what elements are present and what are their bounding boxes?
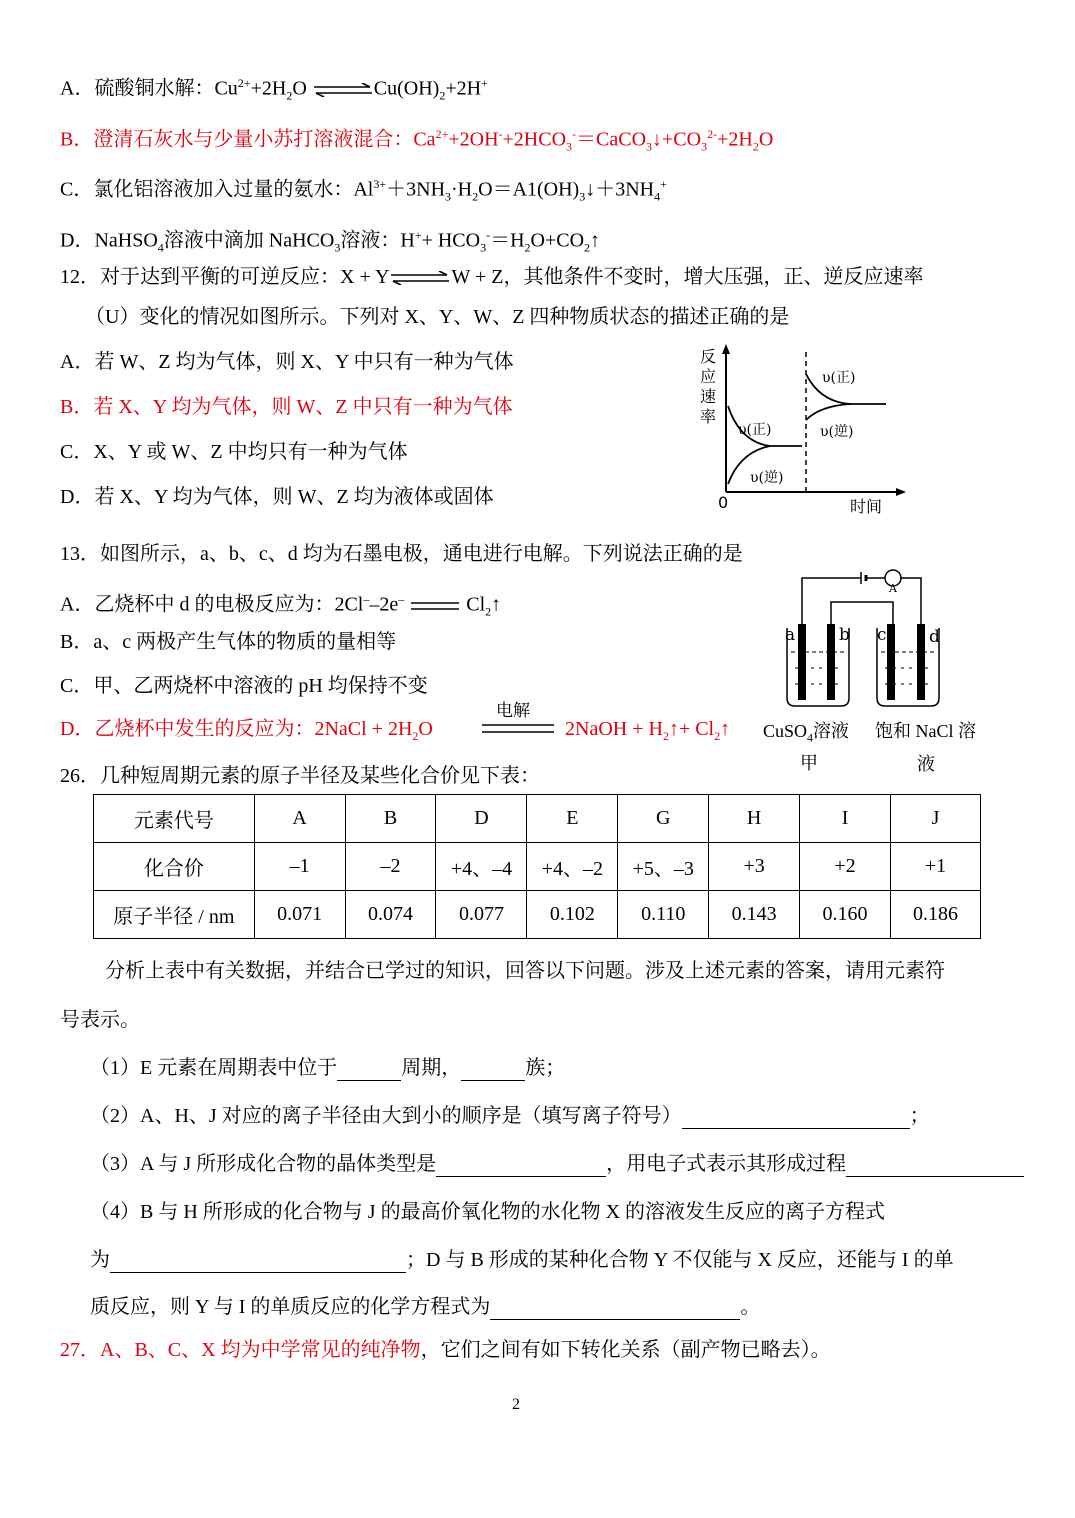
reversible-arrow-icon xyxy=(312,83,374,97)
electrolysis-apparatus xyxy=(775,568,975,718)
origin-label: 0 xyxy=(718,493,729,512)
q13-option-b: B．a、c 两极产生气体的物质的量相等 xyxy=(60,631,397,653)
q12-option-b: B．若 X、Y 均为气体，则 W、Z 中只有一种为气体 xyxy=(60,396,513,418)
v-forward-label: υ(正) xyxy=(738,422,772,438)
q12-stem-line1: 12．对于达到平衡的可逆反应：X + Y W + Z，其他条件不变时，增大压强，正、逆反应速率 xyxy=(60,266,924,288)
x-axis-label: 时间 xyxy=(850,497,883,516)
row-header: 化合价 xyxy=(94,843,255,891)
y-axis-label-char: 应 xyxy=(700,367,717,386)
y-axis-label-char: 率 xyxy=(700,407,717,426)
q13-option-a: A．乙烧杯中 d 的电极反应为：2Cl––2e– $Cl_2↑$ xyxy=(60,592,502,619)
equals-sign-icon xyxy=(409,601,461,611)
q26-part4-line2: 为 ；D 与 B 形成的某种化合物 Y 不仅能与 X 反应，还能与 I 的单 xyxy=(90,1249,954,1271)
q13-stem: 13．如图所示，a、b、c、d 均为石墨电极，通电进行电解。下列说法正确的是 xyxy=(60,543,743,565)
table-cell: +4、–2 xyxy=(527,843,618,891)
table-cell: +4、–4 xyxy=(436,843,527,891)
q27-stem: 27．A、B、C、X 均为中学常见的纯净物，它们之间有如下转化关系（副产物已略去）。 xyxy=(60,1339,831,1361)
q13-option-c: C．甲、乙两烧杯中溶液的 pH 均保持不变 xyxy=(60,675,428,697)
beaker-1-name: 甲 xyxy=(800,753,818,773)
table-cell: +2 xyxy=(800,843,891,891)
q26-intro-line1: 分析上表中有关数据，并结合已学过的知识，回答以下问题。涉及上述元素的答案，请用元素符 xyxy=(105,960,945,982)
q11-option-a: A．硫酸铜水解：$Cu^{2+}+2H_2O$ $Cu(OH)_2+2H^+$ xyxy=(60,76,488,103)
table-cell: 0.074 xyxy=(345,891,436,939)
q26-part4-line1: （4）B 与 H 所形成的化合物与 J 的最高价氧化物的水化物 X 的溶液发生反应的离子方程式 xyxy=(90,1201,886,1223)
q11-option-d: D．NaHSO$_4$溶液中滴加 NaHCO$_3$溶液：$H^++ HCO_3^-=H_2O+CO_2↑$ xyxy=(60,228,601,255)
q13-option-d: D．乙烧杯中发生的反应为：2NaCl + $2H_2O$ xyxy=(60,718,433,743)
table-cell: +1 xyxy=(890,843,980,891)
table-cell: G xyxy=(618,795,709,843)
table-cell: +5、–3 xyxy=(618,843,709,891)
q12-option-d: D．若 X、Y 均为气体，则 W、Z 均为液体或固体 xyxy=(60,486,494,508)
q11-option-c: C．氯化铝溶液加入过量的氨水：$Al^{3+}+3NH_3\cdot H_2O=A1(OH)_3↓+3NH_4^+$ xyxy=(60,177,667,204)
element-table xyxy=(93,794,981,939)
electrode-a xyxy=(798,624,806,700)
page-number: 2 xyxy=(512,1396,520,1413)
reversible-arrow-icon xyxy=(389,271,451,285)
answer-blank[interactable] xyxy=(110,1252,406,1273)
q26-part2: （2）A、H、J 对应的离子半径由大到小的顺序是（填写离子符号） ； xyxy=(90,1105,930,1127)
q12-stem-line2: （U）变化的情况如图所示。下列对 X、Y、W、Z 四种物质状态的描述正确的是 xyxy=(85,306,790,328)
electrode-label-a: a xyxy=(785,625,796,645)
table-cell: 0.071 xyxy=(254,891,345,939)
electrolysis-condition: 电解 xyxy=(496,701,530,720)
table-cell: J xyxy=(890,795,980,843)
q26-part3: （3）A 与 J 所形成化合物的晶体类型是 ，用电子式表示其形成过程 xyxy=(90,1151,1024,1177)
table-cell: 0.077 xyxy=(436,891,527,939)
table-cell: 0.186 xyxy=(890,891,980,939)
answer-blank[interactable] xyxy=(490,1299,740,1320)
rate-time-graph xyxy=(690,342,920,522)
table-row xyxy=(94,843,981,891)
equals-sign-icon xyxy=(480,723,556,735)
electrode-c xyxy=(887,624,895,700)
answer-blank[interactable] xyxy=(337,1060,401,1081)
table-cell: 0.102 xyxy=(527,891,618,939)
table-cell: 0.160 xyxy=(800,891,891,939)
table-cell: 0.110 xyxy=(618,891,709,939)
answer-blank[interactable] xyxy=(436,1156,606,1177)
y-axis-label-char: 速 xyxy=(700,387,717,406)
answer-blank[interactable] xyxy=(846,1156,1024,1177)
q12-option-c: C．X、Y 或 W、Z 中均只有一种为气体 xyxy=(60,441,408,463)
beaker-2-solution: 饱和 NaCl 溶 xyxy=(875,721,976,741)
q26-stem: 26．几种短周期元素的原子半径及某些化合价见下表： xyxy=(60,765,540,787)
row-header: 原子半径 / nm xyxy=(94,891,255,939)
electrode-label-c: c xyxy=(877,625,887,645)
q26-part1: （1）E 元素在周期表中位于 周期， 族； xyxy=(90,1057,566,1079)
table-cell: 0.143 xyxy=(709,891,800,939)
answer-blank[interactable] xyxy=(461,1060,525,1081)
q13-option-d-products: 2NaOH + $H_2↑+$ $Cl_2↑$ xyxy=(565,718,731,743)
table-cell: A xyxy=(254,795,345,843)
y-axis-label-char: 反 xyxy=(700,347,717,366)
electrode-b xyxy=(827,624,835,700)
table-cell: +3 xyxy=(709,843,800,891)
q12-option-a: A．若 W、Z 均为气体，则 X、Y 中只有一种为气体 xyxy=(60,351,514,373)
beaker-2-solution-cont: 液 xyxy=(917,754,935,774)
beaker-1-solution: CuSO$_4$溶液 xyxy=(763,721,850,745)
electrode-label-d: d xyxy=(929,627,940,647)
v-reverse-label: υ(逆) xyxy=(820,424,854,440)
table-cell: I xyxy=(800,795,891,843)
ammeter-label: A xyxy=(889,582,897,595)
table-cell: H xyxy=(709,795,800,843)
answer-blank[interactable] xyxy=(682,1108,910,1129)
v-reverse-label: υ(逆) xyxy=(750,470,784,486)
table-cell: –1 xyxy=(254,843,345,891)
q26-part4-line3: 质反应，则 Y 与 I 的单质反应的化学方程式为 。 xyxy=(90,1296,761,1318)
electrode-label-b: b xyxy=(839,625,850,645)
table-cell: B xyxy=(345,795,436,843)
electrode-d xyxy=(917,624,925,700)
q26-intro-line2: 号表示。 xyxy=(60,1009,140,1031)
table-row xyxy=(94,795,981,843)
q11-option-b: B．澄清石灰水与少量小苏打溶液混合：$Ca^{2+}+2OH^-+2HCO_3^-=CaCO_3↓+CO_3^{2-}+2H_2O$ xyxy=(60,127,774,154)
table-cell: D xyxy=(436,795,527,843)
v-forward-label: υ(正) xyxy=(822,370,856,386)
table-cell: –2 xyxy=(345,843,436,891)
table-cell: E xyxy=(527,795,618,843)
table-row xyxy=(94,891,981,939)
row-header: 元素代号 xyxy=(94,795,255,843)
